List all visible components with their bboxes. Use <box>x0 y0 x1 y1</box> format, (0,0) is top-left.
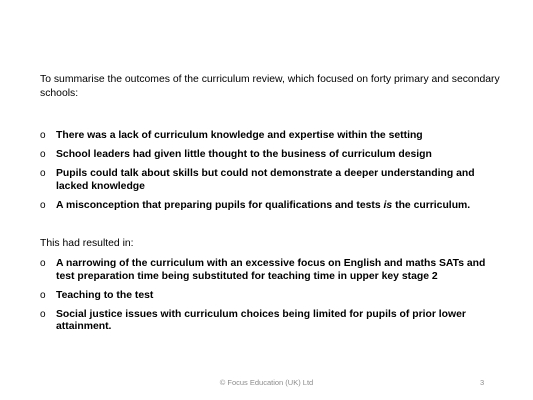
list-item <box>40 149 500 162</box>
results-list <box>40 258 500 340</box>
result-text: Social justice issues with curriculum choices being limited for pupils of prior lower attainment. <box>56 308 466 332</box>
list-item <box>40 130 500 143</box>
results-subheading: This had resulted in: <box>40 238 134 249</box>
finding-text: School leaders had given little thought to the business of curriculum design <box>56 149 432 160</box>
finding-text-after: the curriculum. <box>392 199 471 211</box>
hollow-bullet-icon: o <box>40 308 46 320</box>
hollow-bullet-icon: o <box>40 258 46 269</box>
finding-text-before: A misconception that preparing pupils for qualifications and tests <box>56 199 384 211</box>
hollow-bullet-icon: o <box>40 130 46 141</box>
hollow-bullet-icon: o <box>40 199 46 211</box>
hollow-bullet-icon: o <box>40 168 46 179</box>
list-item <box>40 200 500 213</box>
result-text: Teaching to the test <box>56 289 154 301</box>
finding-text: There was a lack of curriculum knowledge and expertise within the setting <box>56 130 423 141</box>
finding-text: Pupils could talk about skills but could not demonstrate a deeper understanding and lacked knowledge <box>56 168 475 192</box>
list-item <box>40 258 500 283</box>
footer-copyright: © Focus Education (UK) Ltd <box>219 378 314 387</box>
list-item <box>40 168 500 193</box>
intro-text: To summarise the outcomes of the curriculum review, which focused on forty primary and secondary schools: <box>40 74 500 99</box>
hollow-bullet-icon: o <box>40 149 46 160</box>
finding-text-emphasis: is <box>383 199 393 211</box>
page-number: 3 <box>480 378 485 387</box>
list-item <box>40 309 500 334</box>
list-item <box>40 290 500 303</box>
hollow-bullet-icon: o <box>40 289 46 301</box>
result-text: A narrowing of the curriculum with an excessive focus on English and maths SATs and test preparation time being substituted for teaching time in upper key stage 2 <box>56 258 486 282</box>
findings-list <box>40 130 500 219</box>
